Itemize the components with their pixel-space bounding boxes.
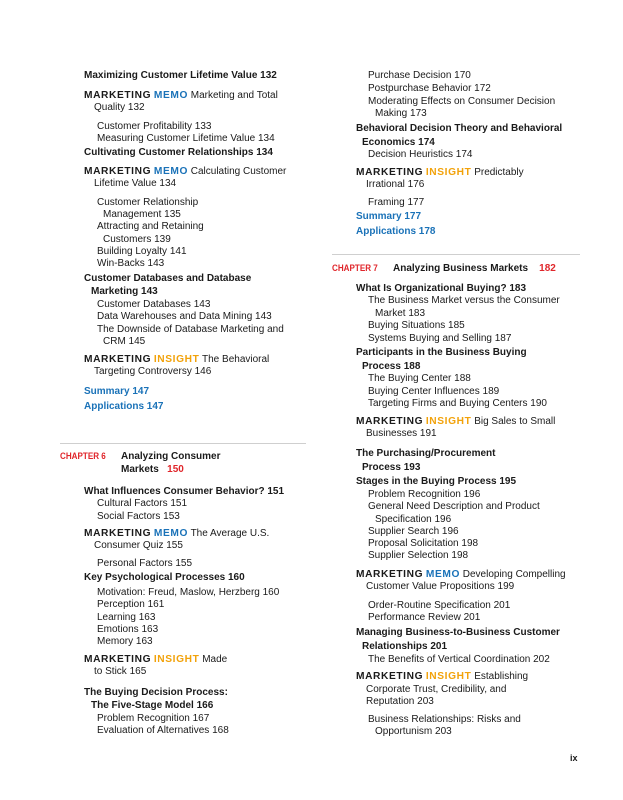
- memo-box-title: MARKETING MEMO Calculating Customer: [84, 166, 287, 177]
- toc-subentry: The Downside of Database Marketing and: [97, 324, 284, 335]
- memo-box-title-cont: Quality 132: [94, 102, 145, 113]
- toc-entry: What Influences Consumer Behavior? 151: [84, 486, 285, 497]
- insight-box-title: MARKETING INSIGHT Big Sales to Small: [356, 416, 556, 427]
- toc-entry: Participants in the Business Buying: [356, 347, 527, 358]
- toc-subentry: Targeting Firms and Buying Centers 190: [368, 398, 547, 409]
- toc-subentry: Win-Backs 143: [97, 258, 165, 269]
- toc-subentry: Management 135: [103, 209, 181, 220]
- toc-subentry: Data Warehouses and Data Mining 143: [97, 311, 272, 322]
- toc-subentry: Proposal Solicitation 198: [368, 538, 479, 549]
- toc-subentry: Supplier Search 196: [368, 526, 459, 537]
- toc-subentry: Building Loyalty 141: [97, 246, 187, 257]
- chapter-page: 150: [167, 464, 184, 475]
- toc-subentry: Evaluation of Alternatives 168: [97, 725, 229, 736]
- insight-box-title-cont: Targeting Controversy 146: [94, 366, 212, 377]
- chapter-divider: [60, 443, 306, 444]
- toc-subentry: The Benefits of Vertical Coordination 202: [368, 654, 550, 665]
- toc-subentry: Emotions 163: [97, 624, 159, 635]
- memo-box-title: MARKETING MEMO Marketing and Total: [84, 90, 278, 101]
- page-number: ix: [570, 753, 578, 763]
- toc-subentry: Buying Center Influences 189: [368, 386, 500, 397]
- toc-subentry: Personal Factors 155: [97, 558, 193, 569]
- toc-entry: Process 188: [362, 361, 421, 372]
- toc-entry: Customer Databases and Database: [84, 273, 252, 284]
- memo-box-title-cont: Customer Value Propositions 199: [366, 581, 515, 592]
- toc-entry: Stages in the Buying Process 195: [356, 476, 517, 487]
- chapter-label: CHAPTER 7: [332, 263, 378, 274]
- toc-subentry: Postpurchase Behavior 172: [368, 83, 491, 94]
- toc-subentry: Moderating Effects on Consumer Decision: [368, 96, 556, 107]
- insight-box-title: MARKETING INSIGHT Predictably: [356, 167, 524, 178]
- memo-box-title-cont: Lifetime Value 134: [94, 178, 177, 189]
- toc-subentry: The Business Market versus the Consumer: [368, 295, 560, 306]
- toc-subentry: Social Factors 153: [97, 511, 180, 522]
- toc-subentry: Perception 161: [97, 599, 165, 610]
- memo-box-title: MARKETING MEMO Developing Compelling: [356, 569, 566, 580]
- toc-subentry: Decision Heuristics 174: [368, 149, 473, 160]
- insight-box-title: MARKETING INSIGHT Establishing: [356, 671, 529, 682]
- toc-subentry: Performance Review 201: [368, 612, 481, 623]
- toc-entry: Key Psychological Processes 160: [84, 572, 245, 583]
- toc-subentry: Specification 196: [375, 514, 452, 525]
- toc-subentry: Problem Recognition 196: [368, 489, 481, 500]
- insight-box-title: MARKETING INSIGHT The Behavioral: [84, 354, 270, 365]
- toc-entry: Managing Business-to-Business Customer: [356, 627, 560, 638]
- insight-box-title-cont: to Stick 165: [94, 666, 147, 677]
- toc-subentry: Customer Databases 143: [97, 299, 211, 310]
- summary-entry: Summary 177: [356, 211, 422, 222]
- toc-subentry: Order-Routine Specification 201: [368, 600, 511, 611]
- toc-subentry: Cultural Factors 151: [97, 498, 188, 509]
- toc-entry: The Purchasing/Procurement: [356, 448, 496, 459]
- toc-entry: Marketing 143: [91, 286, 158, 297]
- toc-subentry: Customers 139: [103, 234, 171, 245]
- toc-entry: Cultivating Customer Relationships 134: [84, 147, 273, 158]
- toc-entry: Maximizing Customer Lifetime Value 132: [84, 70, 277, 81]
- toc-entry: Relationships 201: [362, 641, 448, 652]
- insight-box-title-cont: Businesses 191: [366, 428, 437, 439]
- chapter-title-cont: Markets 150: [121, 464, 184, 475]
- toc-subentry: Memory 163: [97, 636, 153, 647]
- chapter-title: Analyzing Business Markets 182: [393, 263, 556, 274]
- insight-box-title-cont: Irrational 176: [366, 179, 425, 190]
- toc-subentry: Attracting and Retaining: [97, 221, 204, 232]
- toc-entry: Process 193: [362, 462, 421, 473]
- chapter-title: Analyzing Consumer: [121, 451, 221, 462]
- insight-box-title-cont: Corporate Trust, Credibility, and: [366, 684, 507, 695]
- toc-entry: What Is Organizational Buying? 183: [356, 283, 527, 294]
- insight-box-title-cont: Reputation 203: [366, 696, 434, 707]
- chapter-label: CHAPTER 6: [60, 451, 106, 462]
- toc-subentry: Opportunism 203: [375, 726, 452, 737]
- toc-subentry: Customer Profitability 133: [97, 121, 212, 132]
- toc-subentry: General Need Description and Product: [368, 501, 540, 512]
- toc-subentry: Systems Buying and Selling 187: [368, 333, 512, 344]
- memo-box-title: MARKETING MEMO The Average U.S.: [84, 528, 270, 539]
- toc-subentry: Making 173: [375, 108, 427, 119]
- toc-subentry: Buying Situations 185: [368, 320, 465, 331]
- summary-entry: Summary 147: [84, 386, 150, 397]
- toc-subentry: CRM 145: [103, 336, 146, 347]
- chapter-page: 182: [539, 263, 556, 274]
- toc-subentry: The Buying Center 188: [368, 373, 471, 384]
- insight-box-title: MARKETING INSIGHT Made: [84, 654, 228, 665]
- toc-subentry: Business Relationships: Risks and: [368, 714, 521, 725]
- chapter-divider: [332, 254, 580, 255]
- toc-entry: Economics 174: [362, 137, 435, 148]
- toc-subentry: Problem Recognition 167: [97, 713, 210, 724]
- toc-subentry: Learning 163: [97, 612, 156, 623]
- applications-entry: Applications 178: [356, 226, 436, 237]
- toc-subentry: Market 183: [375, 308, 426, 319]
- toc-entry: The Five-Stage Model 166: [91, 700, 214, 711]
- toc-subentry: Purchase Decision 170: [368, 70, 471, 81]
- toc-subentry: Supplier Selection 198: [368, 550, 469, 561]
- toc-entry: Behavioral Decision Theory and Behavioral: [356, 123, 563, 134]
- memo-box-title-cont: Consumer Quiz 155: [94, 540, 183, 551]
- toc-subentry: Customer Relationship: [97, 197, 199, 208]
- toc-subentry: Motivation: Freud, Maslow, Herzberg 160: [97, 587, 280, 598]
- toc-entry: The Buying Decision Process:: [84, 687, 228, 698]
- toc-subentry: Measuring Customer Lifetime Value 134: [97, 133, 275, 144]
- applications-entry: Applications 147: [84, 401, 164, 412]
- toc-subentry: Framing 177: [368, 197, 425, 208]
